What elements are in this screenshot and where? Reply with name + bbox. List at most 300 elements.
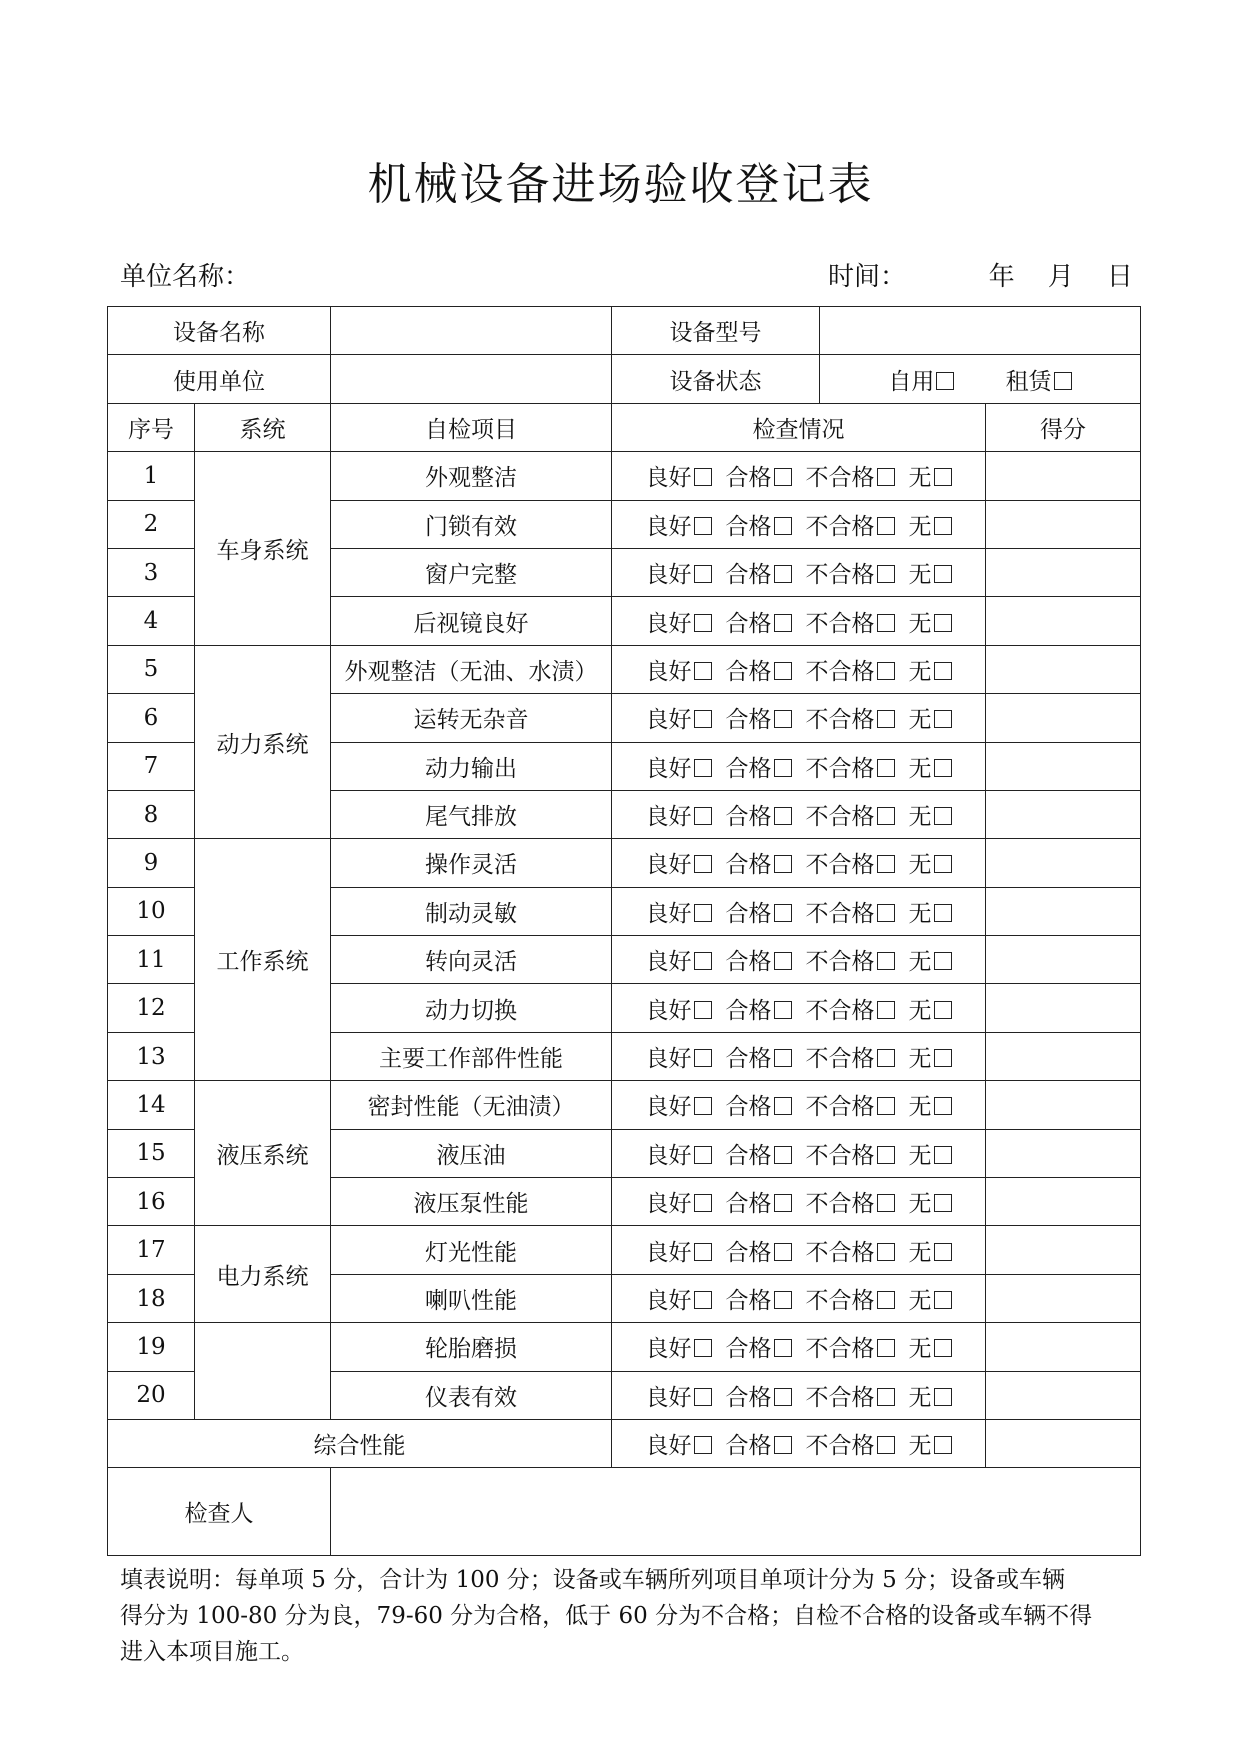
checkbox-icon[interactable]	[774, 1001, 792, 1019]
check-option[interactable]	[806, 1330, 895, 1363]
checkbox-icon[interactable]	[774, 952, 792, 970]
check-option-label: 不合格	[805, 997, 875, 1024]
checkbox-icon[interactable]	[934, 1339, 952, 1357]
score-field[interactable]	[986, 1371, 1141, 1419]
check-item: 门锁有效	[331, 500, 612, 548]
check-options	[612, 1081, 986, 1129]
checkbox-icon[interactable]	[694, 1388, 712, 1406]
checkbox-icon[interactable]	[774, 1194, 792, 1212]
checkbox-icon[interactable]	[936, 372, 954, 390]
row-number: 12	[108, 984, 195, 1032]
score-field[interactable]	[986, 839, 1141, 887]
checkbox-icon[interactable]	[877, 759, 895, 777]
check-option[interactable]	[726, 895, 792, 928]
check-option[interactable]	[909, 895, 952, 928]
check-option-label: 良好	[645, 562, 692, 589]
checkbox-icon[interactable]	[877, 1049, 895, 1067]
check-option-label: 合格	[725, 1191, 772, 1218]
check-option-label: 合格	[725, 1239, 772, 1266]
checkbox-icon[interactable]	[934, 1049, 952, 1067]
check-option-label: 合格	[725, 707, 772, 734]
checkbox-icon[interactable]	[694, 1194, 712, 1212]
score-field[interactable]	[986, 1129, 1141, 1177]
check-option-label: 无	[908, 900, 932, 927]
check-options	[612, 887, 986, 935]
checkbox-icon[interactable]	[934, 710, 952, 728]
checkbox-icon[interactable]	[694, 710, 712, 728]
check-option[interactable]	[646, 508, 712, 541]
user-unit-field[interactable]	[331, 355, 612, 403]
check-option-label: 无	[908, 949, 932, 976]
check-option[interactable]	[646, 1040, 712, 1073]
row-number: 11	[108, 936, 195, 984]
checkbox-icon[interactable]	[877, 614, 895, 632]
check-option-label: 良好	[645, 658, 692, 685]
check-option[interactable]	[726, 653, 792, 686]
check-option[interactable]	[726, 1379, 792, 1412]
check-option-label: 良好	[645, 1142, 692, 1169]
check-options	[612, 936, 986, 984]
inspector-field[interactable]	[331, 1468, 1141, 1556]
check-options	[612, 839, 986, 887]
check-option[interactable]	[806, 605, 895, 638]
check-option[interactable]	[646, 1379, 712, 1412]
check-option[interactable]	[806, 1234, 895, 1267]
check-option[interactable]	[806, 1040, 895, 1073]
checkbox-icon[interactable]	[877, 1388, 895, 1406]
checkbox-icon[interactable]	[934, 517, 952, 535]
score-field[interactable]	[986, 1178, 1141, 1226]
score-field[interactable]	[986, 1081, 1141, 1129]
checkbox-icon[interactable]	[877, 904, 895, 922]
check-option[interactable]	[806, 1379, 895, 1412]
check-option[interactable]	[726, 701, 792, 734]
checkbox-icon[interactable]	[774, 517, 792, 535]
check-option[interactable]	[806, 508, 895, 541]
check-option[interactable]	[806, 846, 895, 879]
row-number: 9	[108, 839, 195, 887]
check-option[interactable]	[646, 459, 712, 492]
checkbox-icon[interactable]	[877, 1097, 895, 1115]
check-option[interactable]	[909, 605, 952, 638]
check-option-label: 合格	[725, 997, 772, 1024]
checkbox-icon[interactable]	[934, 952, 952, 970]
score-field[interactable]	[986, 452, 1141, 500]
row-number: 4	[108, 597, 195, 645]
check-item: 仪表有效	[331, 1371, 612, 1419]
checkbox-icon[interactable]	[694, 1001, 712, 1019]
check-option[interactable]	[646, 1234, 712, 1267]
check-item: 液压油	[331, 1129, 612, 1177]
check-option-label: 良好	[645, 1433, 692, 1460]
overall-label: 综合性能	[108, 1419, 612, 1467]
score-field[interactable]	[986, 742, 1141, 790]
check-option[interactable]	[909, 508, 952, 541]
check-option[interactable]	[646, 798, 712, 831]
check-option-label: 合格	[725, 1094, 772, 1121]
checkbox-icon[interactable]	[774, 614, 792, 632]
check-option[interactable]	[646, 701, 712, 734]
user-unit-row	[108, 355, 1141, 403]
checkbox-icon[interactable]	[877, 565, 895, 583]
check-option[interactable]	[909, 1282, 952, 1315]
check-option[interactable]	[646, 1330, 712, 1363]
check-option[interactable]	[909, 1234, 952, 1267]
check-option-label: 合格	[725, 562, 772, 589]
checkbox-icon[interactable]	[774, 855, 792, 873]
checkbox-icon[interactable]	[774, 1243, 792, 1261]
inspector-row	[108, 1468, 1141, 1556]
check-options	[612, 645, 986, 693]
check-option-label: 无	[908, 1094, 932, 1121]
checkbox-icon[interactable]	[934, 904, 952, 922]
check-option[interactable]	[909, 1088, 952, 1121]
equipment-model-field[interactable]	[820, 307, 1141, 355]
check-option-label: 良好	[645, 804, 692, 831]
check-item: 喇叭性能	[331, 1274, 612, 1322]
checkbox-icon[interactable]	[774, 1291, 792, 1309]
fill-instructions	[120, 1562, 1132, 1670]
check-option-label: 不合格	[805, 513, 875, 540]
score-field[interactable]	[986, 1226, 1141, 1274]
check-option[interactable]	[806, 701, 895, 734]
check-option[interactable]	[726, 556, 792, 589]
check-option[interactable]	[726, 1137, 792, 1170]
check-option-label: 合格	[725, 1336, 772, 1363]
table-row	[108, 452, 1141, 500]
score-field[interactable]	[986, 790, 1141, 838]
check-option[interactable]	[909, 750, 952, 783]
check-option[interactable]	[646, 1185, 712, 1218]
checkbox-icon[interactable]	[774, 1339, 792, 1357]
check-option-label: 良好	[645, 707, 692, 734]
check-option-label: 合格	[725, 1142, 772, 1169]
check-option-label: 无	[908, 1142, 932, 1169]
check-option[interactable]	[726, 943, 792, 976]
table-row	[108, 1081, 1141, 1129]
check-options	[612, 1419, 986, 1467]
check-item: 液压泵性能	[331, 1178, 612, 1226]
check-option[interactable]	[646, 750, 712, 783]
check-option[interactable]	[646, 1088, 712, 1121]
checkbox-icon[interactable]	[934, 759, 952, 777]
row-number: 14	[108, 1081, 195, 1129]
system-name: 液压系统	[195, 1081, 331, 1226]
check-option-label: 良好	[645, 997, 692, 1024]
checkbox-icon[interactable]	[877, 468, 895, 486]
check-option-label: 无	[908, 1336, 932, 1363]
check-option-label: 无	[908, 610, 932, 637]
checkbox-icon[interactable]	[694, 1436, 712, 1454]
note-line: 填表说明：每单项 5 分，合计为 100 分；设备或车辆所列项目单项计分为 5 分；设备或车辆	[120, 1567, 1066, 1593]
checkbox-icon[interactable]	[877, 517, 895, 535]
checkbox-icon[interactable]	[934, 1001, 952, 1019]
checkbox-icon[interactable]	[877, 1001, 895, 1019]
check-option[interactable]	[806, 750, 895, 783]
row-number: 1	[108, 452, 195, 500]
check-option[interactable]	[646, 605, 712, 638]
check-option[interactable]	[806, 1137, 895, 1170]
checkbox-icon[interactable]	[774, 710, 792, 728]
checkbox-icon[interactable]	[877, 1194, 895, 1212]
score-field[interactable]	[986, 694, 1141, 742]
day-label: 日	[1106, 262, 1133, 292]
checkbox-icon[interactable]	[694, 565, 712, 583]
check-option-label: 无	[908, 1384, 932, 1411]
check-option-label: 良好	[645, 1336, 692, 1363]
check-option[interactable]	[646, 1282, 712, 1315]
check-option[interactable]	[909, 1379, 952, 1412]
score-field[interactable]	[986, 1274, 1141, 1322]
check-option[interactable]	[726, 1040, 792, 1073]
check-option[interactable]	[726, 459, 792, 492]
check-option[interactable]	[646, 846, 712, 879]
check-option[interactable]	[726, 1330, 792, 1363]
check-option[interactable]	[646, 653, 712, 686]
check-option[interactable]	[909, 701, 952, 734]
check-option[interactable]	[726, 508, 792, 541]
check-option[interactable]	[909, 653, 952, 686]
check-option[interactable]	[909, 556, 952, 589]
checkbox-icon[interactable]	[694, 1097, 712, 1115]
row-number: 20	[108, 1371, 195, 1419]
check-options	[612, 1371, 986, 1419]
check-option[interactable]	[909, 1137, 952, 1170]
check-option[interactable]	[726, 1427, 792, 1460]
checkbox-icon[interactable]	[694, 1291, 712, 1309]
row-number: 3	[108, 548, 195, 596]
checkbox-icon[interactable]	[694, 855, 712, 873]
checkbox-icon[interactable]	[877, 1436, 895, 1454]
check-option[interactable]	[909, 1040, 952, 1073]
checkbox-icon[interactable]	[934, 855, 952, 873]
check-option[interactable]	[909, 1330, 952, 1363]
check-options	[612, 500, 986, 548]
checkbox-icon[interactable]	[934, 1243, 952, 1261]
checkbox-icon[interactable]	[934, 1097, 952, 1115]
check-option[interactable]	[646, 943, 712, 976]
check-option-label: 无	[908, 513, 932, 540]
checkbox-icon[interactable]	[774, 904, 792, 922]
check-option[interactable]	[646, 1427, 712, 1460]
check-options	[612, 1032, 986, 1080]
check-option-label: 良好	[645, 755, 692, 782]
score-field[interactable]	[986, 597, 1141, 645]
system-name	[195, 1323, 331, 1420]
check-option-label: 良好	[645, 465, 692, 492]
check-option-label: 无	[908, 562, 932, 589]
checkbox-icon[interactable]	[774, 1146, 792, 1164]
checkbox-icon[interactable]	[694, 614, 712, 632]
checkbox-icon[interactable]	[877, 855, 895, 873]
checkbox-icon[interactable]	[877, 1243, 895, 1261]
checkbox-icon[interactable]	[774, 1049, 792, 1067]
check-option[interactable]	[726, 1185, 792, 1218]
checkbox-icon[interactable]	[934, 1146, 952, 1164]
checkbox-icon[interactable]	[694, 807, 712, 825]
check-option[interactable]	[909, 798, 952, 831]
checkbox-icon[interactable]	[934, 1388, 952, 1406]
check-option-label: 合格	[725, 1433, 772, 1460]
check-option[interactable]	[806, 992, 895, 1025]
checkbox-icon[interactable]	[877, 952, 895, 970]
overall-score-field[interactable]	[986, 1419, 1141, 1467]
check-option-label: 良好	[645, 513, 692, 540]
system-name: 工作系统	[195, 839, 331, 1081]
check-option[interactable]	[806, 556, 895, 589]
check-option[interactable]	[726, 605, 792, 638]
check-option[interactable]	[909, 1427, 952, 1460]
check-option-label: 不合格	[805, 949, 875, 976]
row-number: 13	[108, 1032, 195, 1080]
checkbox-icon[interactable]	[877, 1146, 895, 1164]
row-number: 7	[108, 742, 195, 790]
check-option-label: 良好	[645, 949, 692, 976]
check-option[interactable]	[806, 1427, 895, 1460]
equipment-status-label: 设备状态	[612, 355, 820, 403]
checkbox-icon[interactable]	[694, 1339, 712, 1357]
system-name: 车身系统	[195, 452, 331, 646]
score-field[interactable]	[986, 887, 1141, 935]
checkbox-icon[interactable]	[877, 662, 895, 680]
check-option-label: 良好	[645, 1288, 692, 1314]
check-item: 外观整洁（无油、水渍）	[331, 645, 612, 693]
checkbox-icon[interactable]	[774, 662, 792, 680]
checkbox-icon[interactable]	[774, 565, 792, 583]
check-option[interactable]	[646, 556, 712, 589]
score-field[interactable]	[986, 984, 1141, 1032]
score-field[interactable]	[986, 1323, 1141, 1371]
check-option[interactable]	[806, 1088, 895, 1121]
checkbox-icon[interactable]	[934, 614, 952, 632]
check-option[interactable]	[806, 459, 895, 492]
score-field[interactable]	[986, 936, 1141, 984]
check-option[interactable]	[726, 1234, 792, 1267]
checkbox-icon[interactable]	[694, 759, 712, 777]
check-option[interactable]	[806, 1185, 895, 1218]
check-option-label: 不合格	[805, 1336, 875, 1363]
check-option[interactable]	[806, 943, 895, 976]
checkbox-icon[interactable]	[694, 662, 712, 680]
checkbox-icon[interactable]	[877, 1339, 895, 1357]
check-option[interactable]	[806, 653, 895, 686]
check-option[interactable]	[726, 798, 792, 831]
checkbox-icon[interactable]	[694, 952, 712, 970]
check-option-label: 良好	[645, 1384, 692, 1411]
check-options	[612, 1178, 986, 1226]
score-field[interactable]	[986, 645, 1141, 693]
system-name: 电力系统	[195, 1226, 331, 1323]
status-option-lease[interactable]: 租赁	[1006, 363, 1072, 396]
check-item: 主要工作部件性能	[331, 1032, 612, 1080]
equipment-name-field[interactable]	[331, 307, 612, 355]
check-option-label: 不合格	[805, 900, 875, 927]
checkbox-icon[interactable]	[934, 1291, 952, 1309]
unit-name-label: 单位名称：	[120, 262, 251, 292]
checkbox-icon[interactable]	[694, 904, 712, 922]
check-option[interactable]	[909, 1185, 952, 1218]
check-options	[612, 1323, 986, 1371]
checkbox-icon[interactable]	[934, 468, 952, 486]
inspector-label: 检查人	[108, 1468, 331, 1556]
check-option-label: 良好	[645, 1094, 692, 1121]
check-option[interactable]	[726, 1282, 792, 1315]
score-field[interactable]	[986, 548, 1141, 596]
checkbox-icon[interactable]	[774, 1436, 792, 1454]
check-option-label: 不合格	[805, 755, 875, 782]
checkbox-icon[interactable]	[934, 662, 952, 680]
checkbox-icon[interactable]	[934, 565, 952, 583]
checkbox-icon[interactable]	[774, 1097, 792, 1115]
date-header	[828, 256, 1133, 293]
checkbox-icon[interactable]	[694, 468, 712, 486]
checkbox-icon[interactable]	[774, 468, 792, 486]
check-option-label: 不合格	[805, 852, 875, 879]
checkbox-icon[interactable]	[694, 1049, 712, 1067]
checkbox-icon[interactable]	[694, 1146, 712, 1164]
check-option[interactable]	[909, 459, 952, 492]
checkbox-icon[interactable]	[774, 807, 792, 825]
check-option-label: 合格	[725, 465, 772, 492]
score-field[interactable]	[986, 500, 1141, 548]
checkbox-icon[interactable]	[774, 759, 792, 777]
check-option[interactable]	[646, 895, 712, 928]
row-number: 18	[108, 1274, 195, 1322]
check-item: 密封性能（无油渍）	[331, 1081, 612, 1129]
check-options	[612, 984, 986, 1032]
check-option[interactable]	[646, 992, 712, 1025]
check-item: 灯光性能	[331, 1226, 612, 1274]
col-header-system: 系统	[195, 403, 331, 451]
equipment-status-options	[820, 355, 1141, 403]
check-option[interactable]	[806, 895, 895, 928]
inspection-table	[107, 306, 1141, 1556]
checkbox-icon[interactable]	[877, 807, 895, 825]
check-item: 尾气排放	[331, 790, 612, 838]
check-option[interactable]	[726, 846, 792, 879]
checkbox-icon[interactable]	[1054, 372, 1072, 390]
check-option-label: 不合格	[805, 1433, 875, 1460]
check-option[interactable]	[726, 1088, 792, 1121]
time-label: 时间：	[828, 262, 907, 292]
check-option[interactable]	[646, 1137, 712, 1170]
check-option[interactable]	[806, 1282, 895, 1315]
check-option[interactable]	[806, 798, 895, 831]
check-option[interactable]	[909, 943, 952, 976]
checkbox-icon[interactable]	[934, 1194, 952, 1212]
overall-row	[108, 1419, 1141, 1467]
checkbox-icon[interactable]	[934, 1436, 952, 1454]
check-option-label: 不合格	[805, 804, 875, 831]
status-option-self-use[interactable]: 自用	[888, 363, 954, 396]
check-option[interactable]	[909, 992, 952, 1025]
checkbox-icon[interactable]	[877, 710, 895, 728]
checkbox-icon[interactable]	[694, 517, 712, 535]
check-option-label: 不合格	[805, 1191, 875, 1218]
checkbox-icon[interactable]	[694, 1243, 712, 1261]
check-option-label: 无	[908, 1046, 932, 1073]
score-field[interactable]	[986, 1032, 1141, 1080]
check-options	[612, 1274, 986, 1322]
check-option[interactable]	[726, 750, 792, 783]
check-option[interactable]	[726, 992, 792, 1025]
check-option-label: 不合格	[805, 1094, 875, 1121]
check-option[interactable]	[909, 846, 952, 879]
check-option-label: 不合格	[805, 1239, 875, 1266]
checkbox-icon[interactable]	[934, 807, 952, 825]
checkbox-icon[interactable]	[877, 1291, 895, 1309]
checkbox-icon[interactable]	[774, 1388, 792, 1406]
